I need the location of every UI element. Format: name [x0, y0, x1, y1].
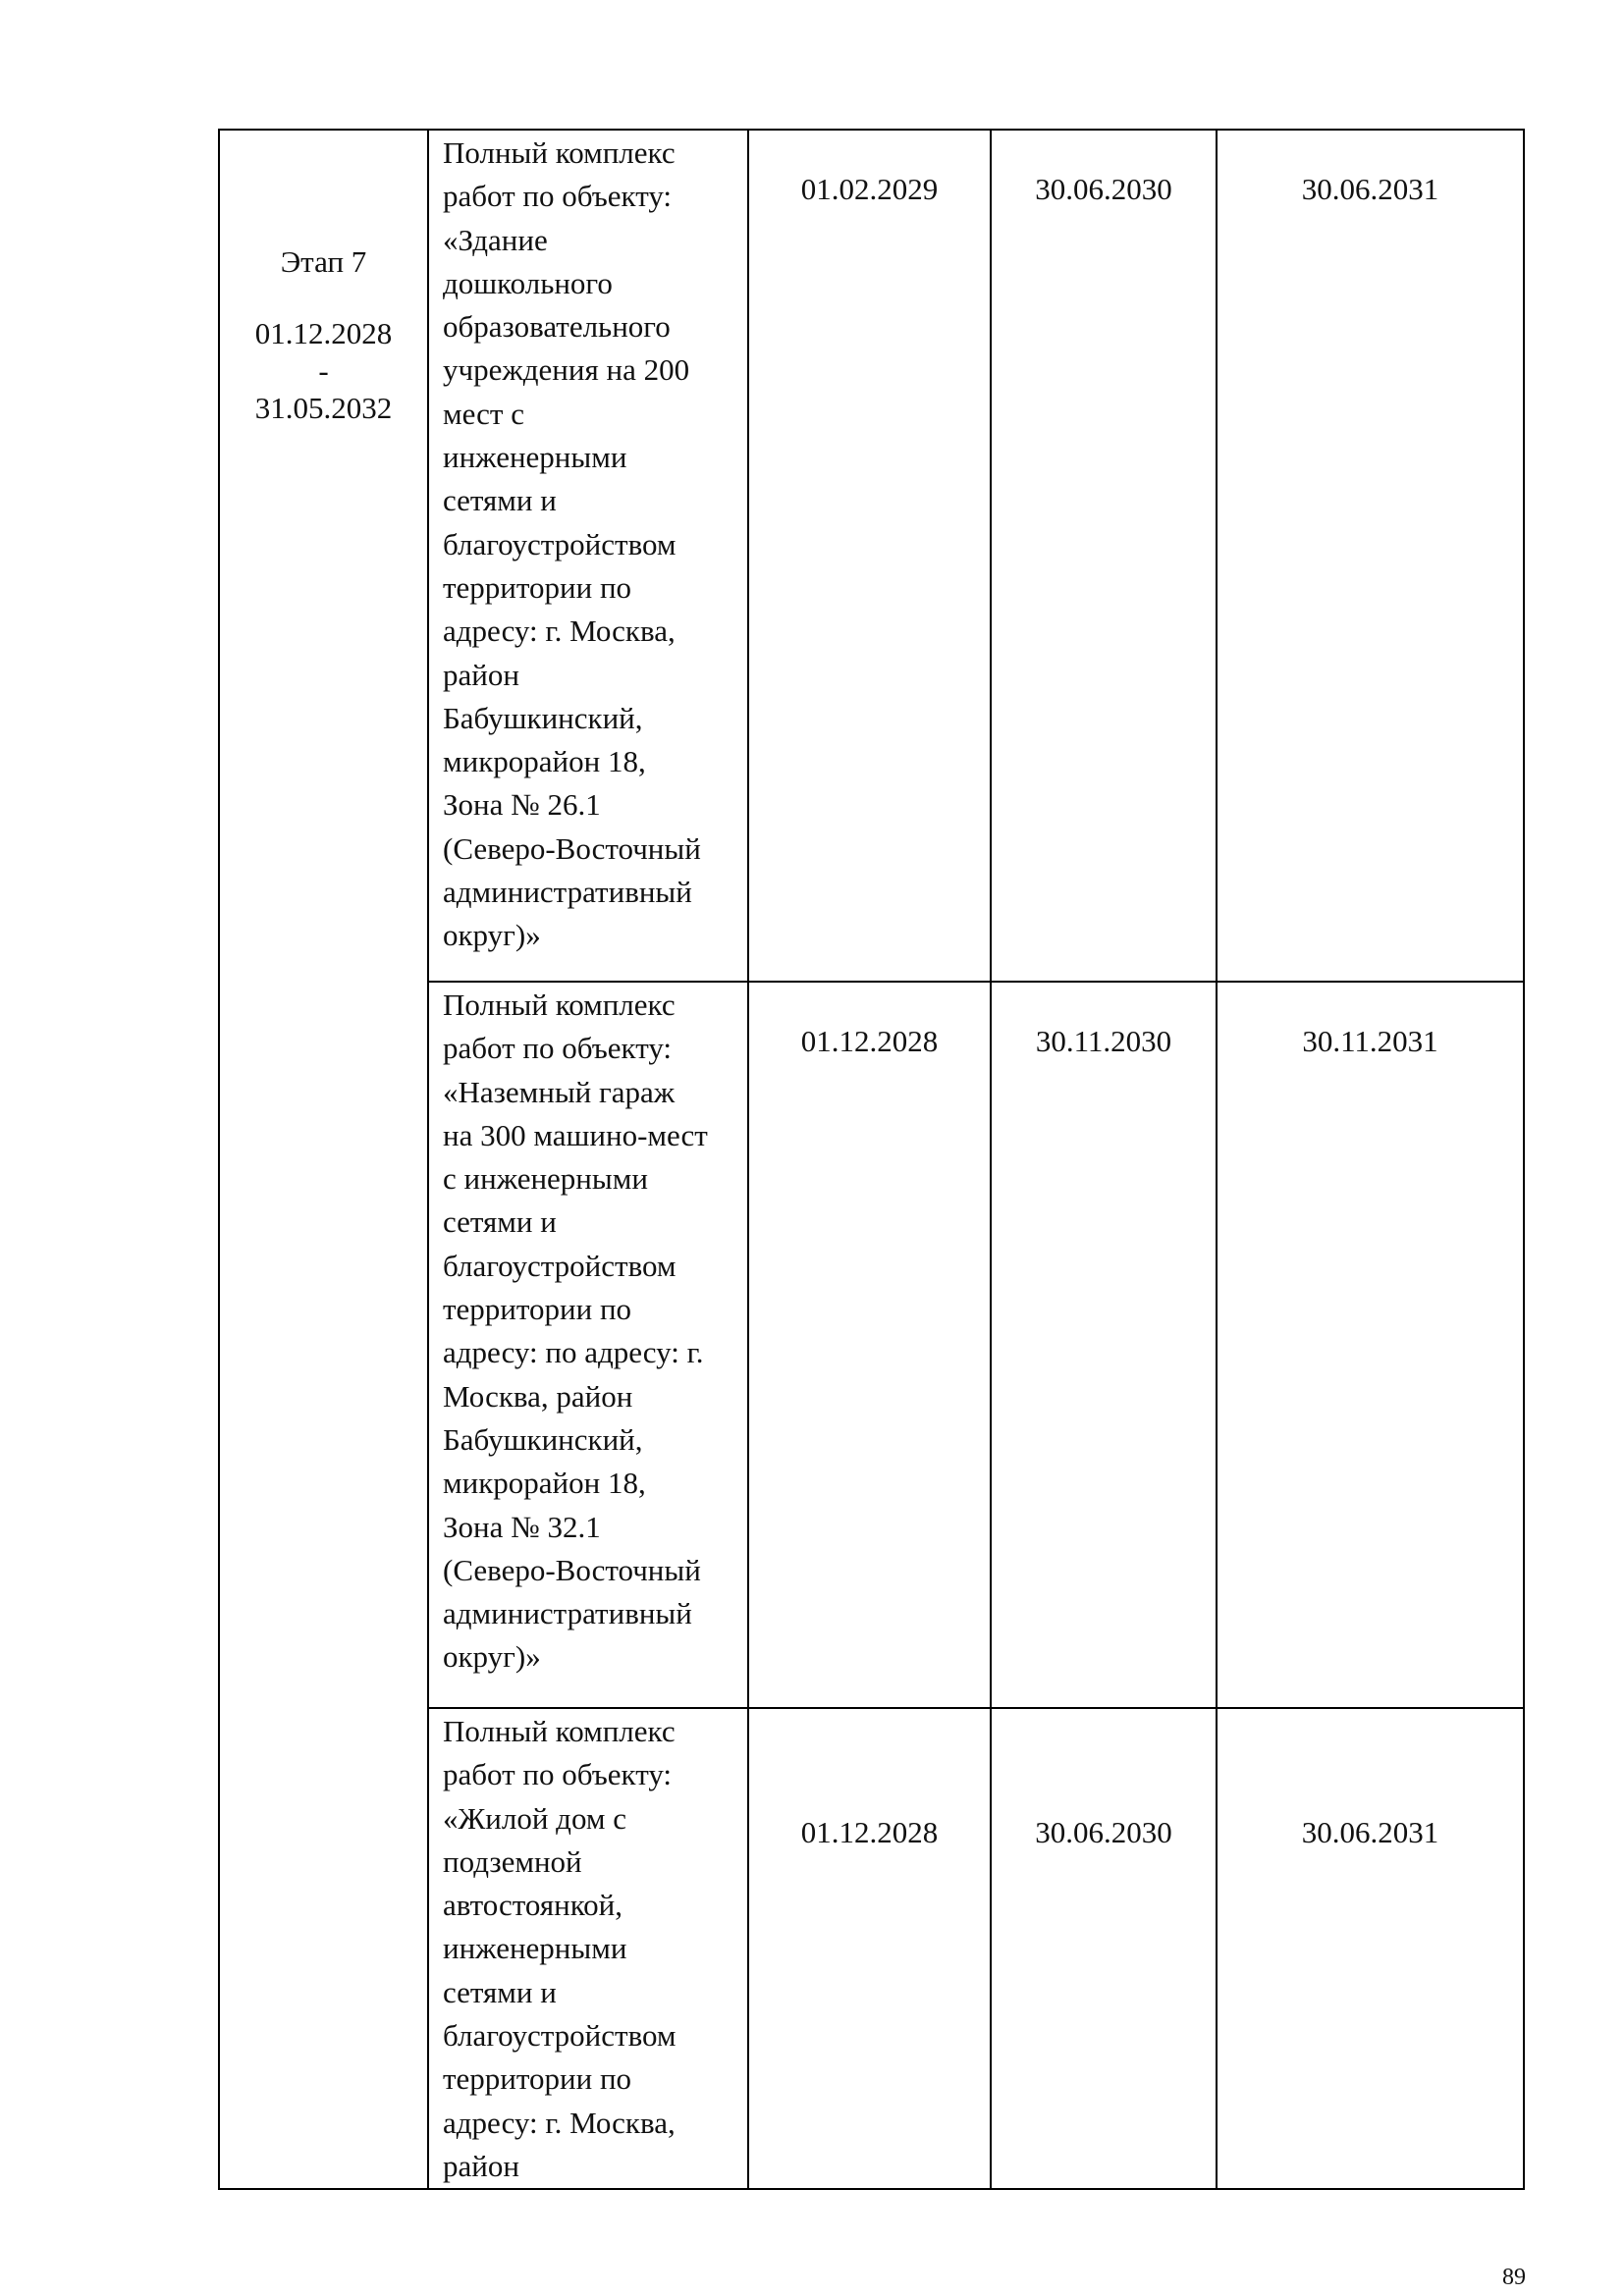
- page-number: 89: [1502, 2265, 1526, 2290]
- date-cell: [1217, 982, 1524, 1708]
- date-cell: [748, 1708, 991, 2189]
- stage-title: Этап 7: [280, 244, 367, 279]
- date-end-value: 30.11.2030: [1035, 1024, 1172, 1058]
- date-final-value: 30.06.2031: [1301, 1815, 1439, 1849]
- date-end-value: 30.06.2030: [1035, 1815, 1172, 1849]
- stage-schedule-table: [218, 129, 1525, 2190]
- date-cell: [991, 982, 1217, 1708]
- date-start-value: 01.02.2029: [800, 172, 939, 206]
- object-description-cell: [428, 1708, 748, 2189]
- date-cell: [748, 130, 991, 982]
- date-final-value: 30.06.2031: [1301, 172, 1439, 206]
- stage-start-date: 01.12.2028: [254, 316, 393, 350]
- object-description: Полный комплекс работ по объекту: «Наземный гараж на 300 машино-мест с инженерными сетями и благоустройством территории по адресу: по адресу: г. Москва, район Бабушкинский, микрорайон 18, Зона № 32.1 (Северо-Восточный административный округ)»: [443, 988, 708, 1675]
- stage-range-separator: -: [318, 353, 329, 388]
- object-description-cell: [428, 130, 748, 982]
- date-cell: [1217, 130, 1524, 982]
- date-start-value: 01.12.2028: [800, 1815, 939, 1849]
- table-row: [219, 130, 1524, 982]
- object-description: Полный комплекс работ по объекту: «Здание дошкольного образовательного учреждения на 200 мест с инженерными сетями и благоустройством территории по адресу: г. Москва, район Бабушкинский, микрорайон 18, Зона № 26.1 (Северо-Восточный административный округ)»: [443, 135, 701, 953]
- date-end-value: 30.06.2030: [1035, 172, 1172, 206]
- date-start-value: 01.12.2028: [800, 1024, 939, 1058]
- stage-cell: [219, 130, 428, 2189]
- object-description: Полный комплекс работ по объекту: «Жилой дом с подземной автостоянкой, инженерными сетями и благоустройством территории по адресу: г. Москва, район: [443, 1714, 677, 2183]
- date-final-value: 30.11.2031: [1302, 1024, 1438, 1058]
- date-cell: [991, 130, 1217, 982]
- date-cell: [991, 1708, 1217, 2189]
- date-cell: [1217, 1708, 1524, 2189]
- object-description-cell: [428, 982, 748, 1708]
- date-cell: [748, 982, 991, 1708]
- stage-end-date: 31.05.2032: [254, 391, 393, 425]
